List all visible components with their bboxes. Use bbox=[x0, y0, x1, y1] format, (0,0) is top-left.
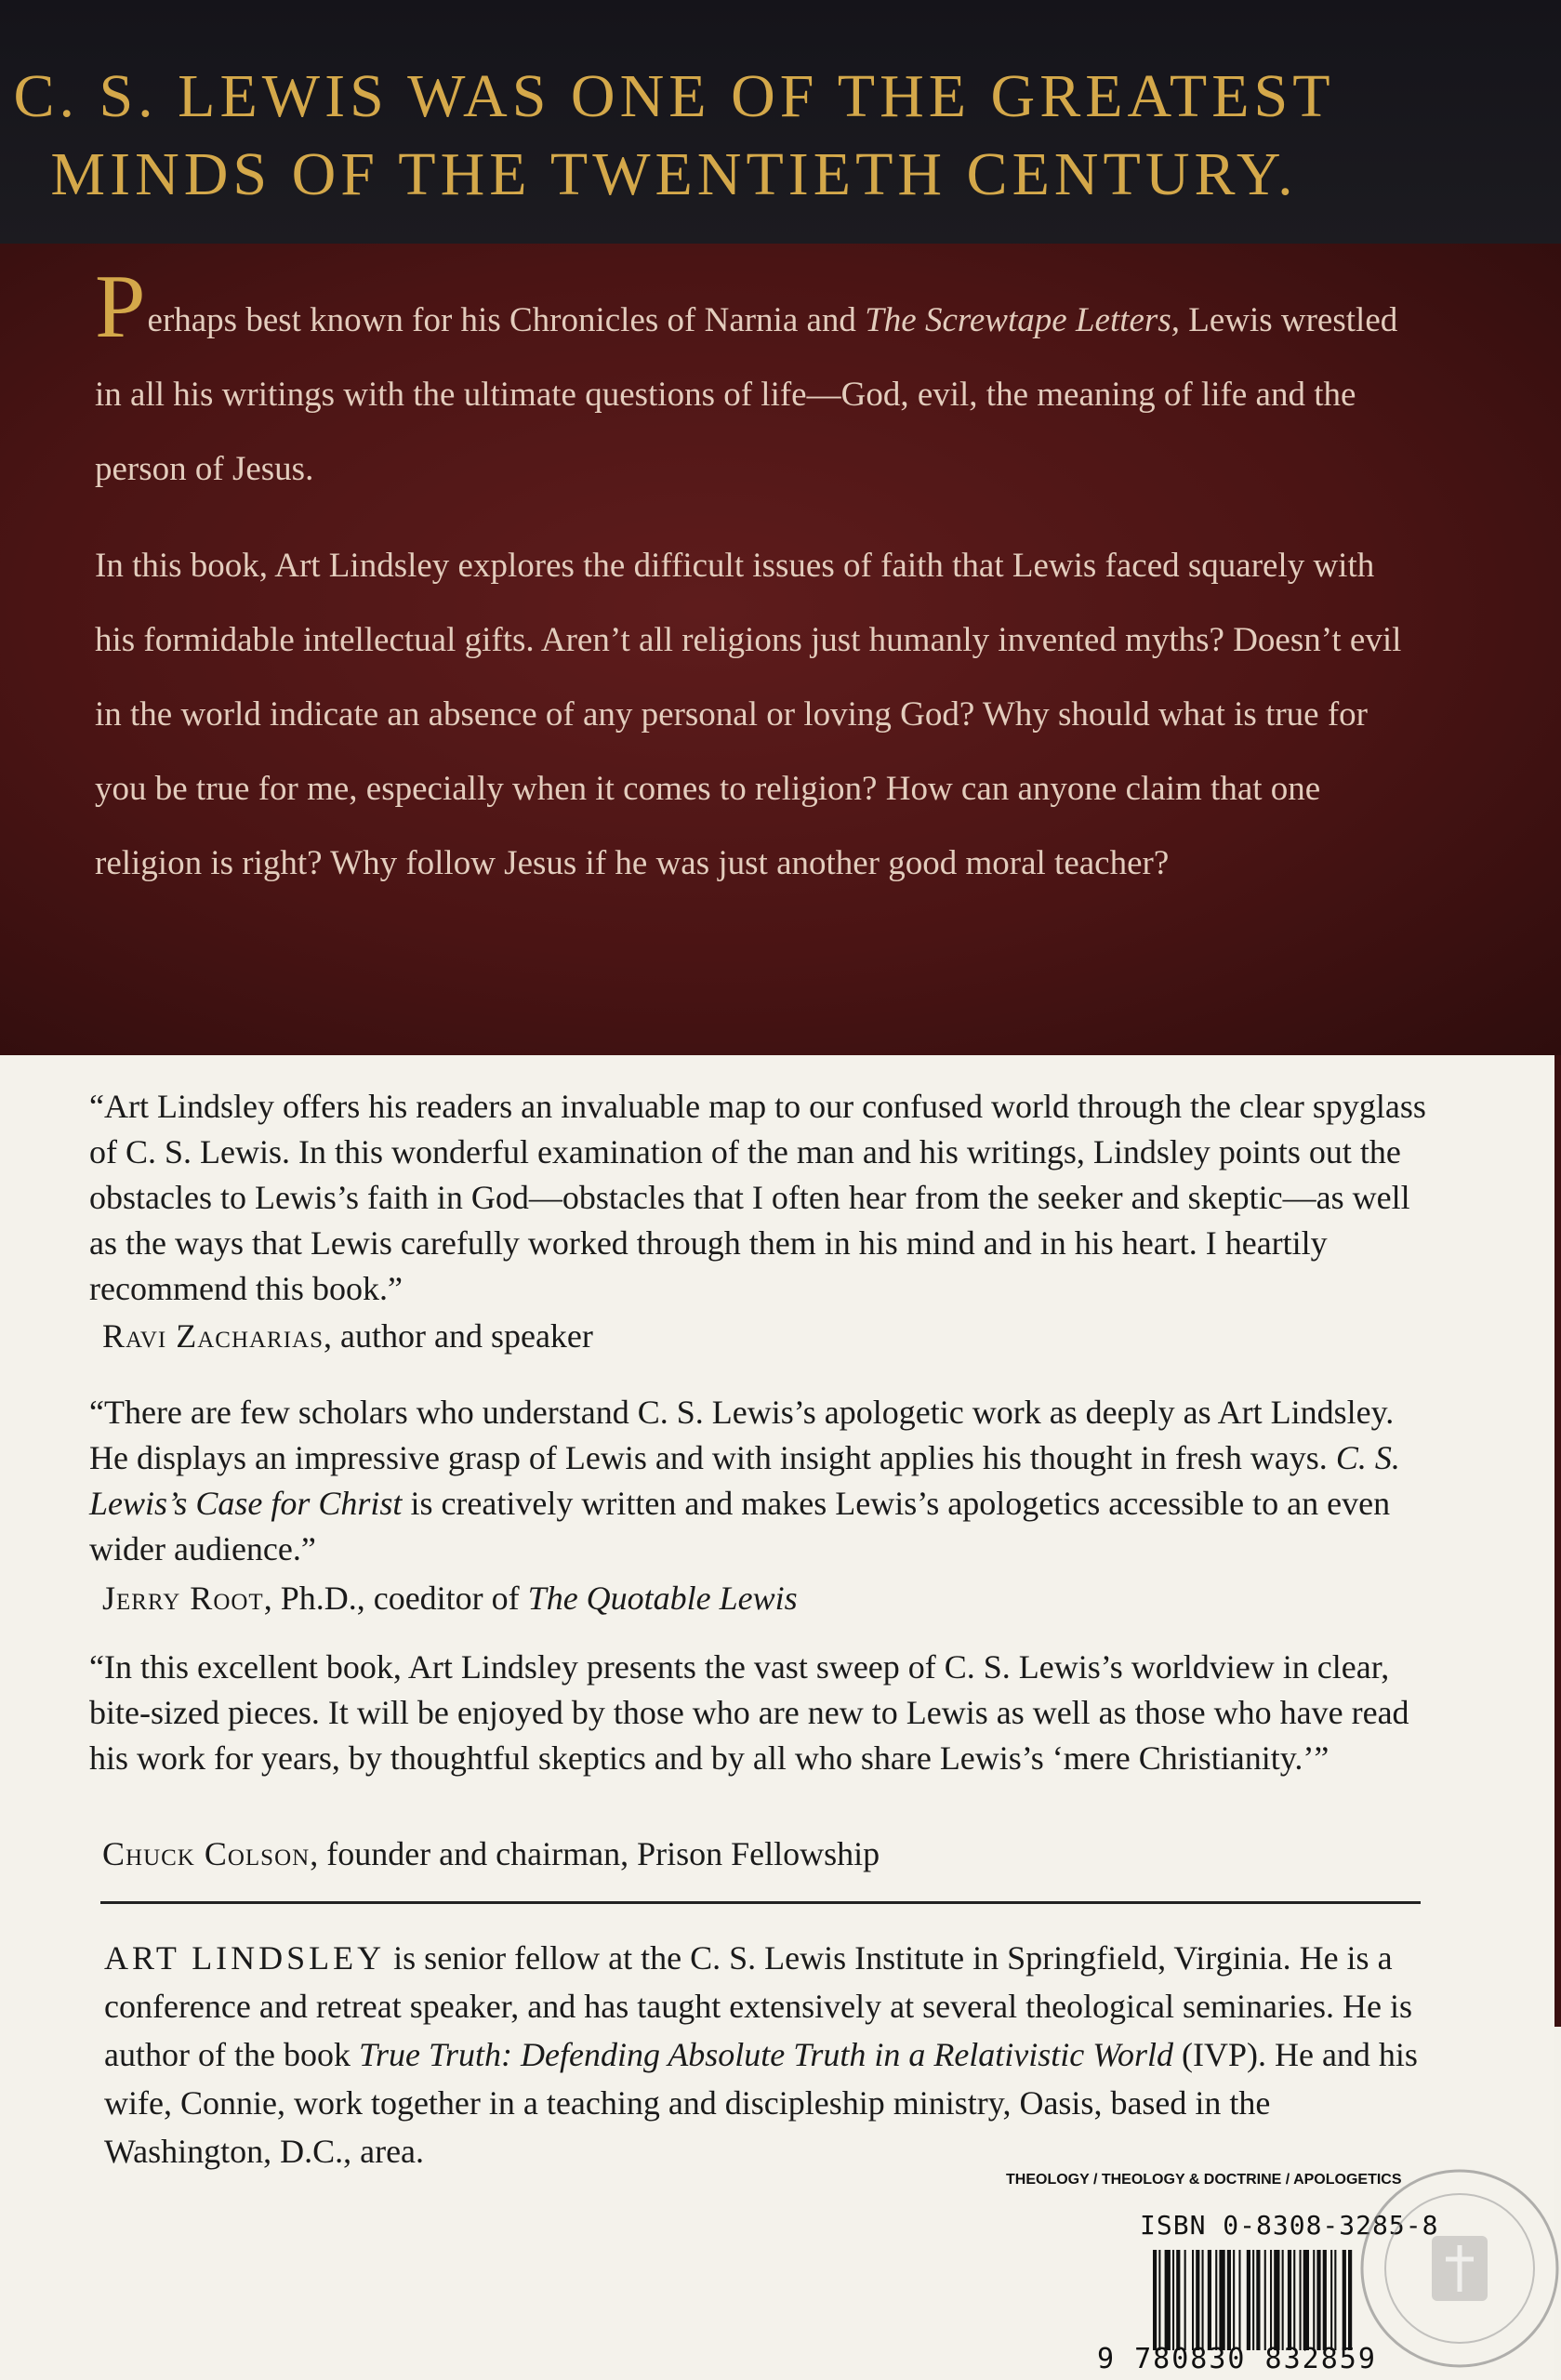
barcode-bar bbox=[1219, 2250, 1224, 2350]
barcode-bar bbox=[1172, 2250, 1174, 2350]
bio-book-title: True Truth: Defending Absolute Truth in a Relativistic World bbox=[358, 2036, 1173, 2073]
barcode-bar bbox=[1316, 2250, 1320, 2350]
barcode-bar bbox=[1300, 2250, 1302, 2350]
attribution-3-role: , founder and chairman, Prison Fellowship bbox=[310, 1835, 880, 1872]
quote-1: “Art Lindsley offers his readers an invaluable map to our confused world through the clear spyglass of C. S. Lewis. In this wonderful examination of the man and his writings, Lindsley points out the obstacles to Lewis’s faith in God—obstacles that I often hear from the seeker and skeptic—as well as the ways that Lewis carefully worked through them in his mind and in his heart. I heartily recommend this book.” bbox=[89, 1088, 1426, 1307]
quote-2-a: “There are few scholars who understand C. S. Lewis’s apologetic work as deeply as Art Lindsley. He displays an impressive grasp of Lewis and with insight applies his thought in fresh ways. bbox=[89, 1394, 1395, 1476]
attribution-2-title: The Quotable Lewis bbox=[527, 1580, 798, 1617]
barcode-bar bbox=[1313, 2250, 1315, 2350]
isbn-label: ISBN 0-8308-3285-8 bbox=[1140, 2210, 1439, 2241]
barcode-bar bbox=[1293, 2250, 1295, 2350]
attribution-2 bbox=[102, 1578, 1404, 1619]
quote-3: “In this excellent book, Art Lindsley presents the vast sweep of C. S. Lewis’s worldview in clear, bite-sized pieces. It will be enjoyed by those who are new to Lewis as well as those who have read his work for years, by thoughtful skeptics and by all who share Lewis’s ‘mere Christianity.’” bbox=[89, 1648, 1409, 1777]
store-stamp-watermark bbox=[1339, 2138, 1561, 2380]
right-edge-strip bbox=[1554, 1055, 1561, 2027]
intro-paragraph-2: In this book, Art Lindsley explores the difficult issues of faith that Lewis faced squarely with his formidable intellectual gifts. Aren’t all religions just humanly invented myths? Doesn’t evil in the world indicate an absence of any personal or loving God? Why should what is true for you be true for me, especially when it comes to religion? How can anyone claim that one religion is right? Why follow Jesus if he was just another good moral teacher? bbox=[95, 547, 1402, 882]
barcode-bar bbox=[1247, 2250, 1250, 2350]
barcode-bar bbox=[1165, 2250, 1171, 2350]
barcode-bar bbox=[1208, 2250, 1211, 2350]
quote-2 bbox=[89, 1390, 1428, 1572]
dropcap: P bbox=[95, 257, 146, 357]
barcode-bar bbox=[1238, 2250, 1240, 2350]
divider-rule bbox=[100, 1901, 1421, 1904]
barcode-digits: 9 780830 832859 bbox=[1097, 2343, 1377, 2375]
barcode-bar bbox=[1270, 2250, 1272, 2350]
barcode-bar bbox=[1252, 2250, 1254, 2350]
barcode-bar bbox=[1256, 2250, 1260, 2350]
barcode-bar bbox=[1233, 2250, 1235, 2350]
quote-2-title: C. S. Lewis’s Case for Christ bbox=[89, 1439, 1400, 1522]
bio-text-b: (IVP). He and his wife, Connie, work together in a teaching and discipleship ministry, Oasis, based in the Washington, D.C., area. bbox=[104, 2036, 1418, 2170]
barcode-bar bbox=[1192, 2250, 1194, 2350]
barcode-bar bbox=[1227, 2250, 1231, 2350]
attribution-3-name: Chuck Colson bbox=[102, 1835, 311, 1872]
intro-p1-title: The Screwtape Letters, bbox=[865, 301, 1180, 339]
attribution-3 bbox=[102, 1833, 1404, 1874]
category-label: THEOLOGY / THEOLOGY & DOCTRINE / APOLOGETICS bbox=[1006, 2172, 1402, 2188]
attribution-1-role: , author and speaker bbox=[324, 1317, 593, 1355]
bio-text-a: is senior fellow at the C. S. Lewis Institute in Springfield, Virginia. He is a conference and retreat speaker, and has taught extensively at several theological seminaries. He is author of the book bbox=[104, 1939, 1412, 2073]
headline-line1: C. S. LEWIS WAS ONE OF THE GREATEST bbox=[13, 62, 1335, 130]
headline-line2: MINDS OF THE TWENTIETH CENTURY. bbox=[50, 140, 1298, 208]
barcode-bar bbox=[1334, 2250, 1336, 2350]
bio-name: ART LINDSLEY bbox=[104, 1939, 386, 1977]
quote-2-b: is creatively written and makes Lewis’s apologetics accessible to an even wider audience.” bbox=[89, 1485, 1391, 1567]
attribution-1-name: Ravi Zacharias bbox=[102, 1317, 324, 1355]
author-bio bbox=[104, 1934, 1424, 2175]
barcode-bar bbox=[1184, 2250, 1186, 2350]
intro-paragraph-1 bbox=[95, 257, 1415, 507]
intro-p1-b: Lewis wrestled in all his writings with the ultimate questions of life—God, evil, the meaning of life and the person of Jesus. bbox=[95, 301, 1398, 488]
barcode-bar bbox=[1176, 2250, 1180, 2350]
barcode-bar bbox=[1274, 2250, 1279, 2350]
intro-text bbox=[95, 257, 1415, 901]
barcode-bar bbox=[1264, 2250, 1266, 2350]
barcode-bar bbox=[1215, 2250, 1217, 2350]
barcode-bar bbox=[1196, 2250, 1199, 2350]
attribution-2-role: , Ph.D., coeditor of bbox=[263, 1580, 528, 1617]
attribution-2-name: Jerry Root bbox=[102, 1580, 264, 1617]
intro-p1-a: erhaps best known for his Chronicles of Narnia and bbox=[147, 301, 866, 339]
barcode-bar bbox=[1288, 2250, 1291, 2350]
headline bbox=[0, 58, 1348, 214]
barcode-bar bbox=[1330, 2250, 1332, 2350]
attribution-1 bbox=[102, 1316, 1404, 1356]
barcode-bar bbox=[1153, 2250, 1157, 2350]
barcode-bar bbox=[1323, 2250, 1327, 2350]
barcode-bar bbox=[1303, 2250, 1309, 2350]
barcode-bar bbox=[1282, 2250, 1284, 2350]
barcode-bar bbox=[1202, 2250, 1204, 2350]
barcode-bar bbox=[1158, 2250, 1160, 2350]
